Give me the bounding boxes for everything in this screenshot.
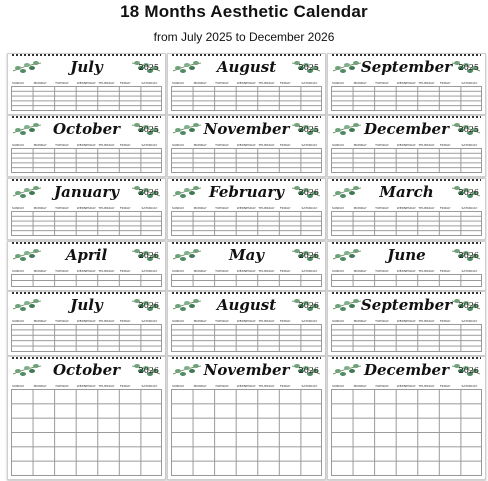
date-grid [171,274,322,287]
month-name: October [52,120,121,138]
date-grid [171,324,322,352]
weekday-label: SUNDAY [332,384,345,388]
year-label: 2025 [298,125,319,134]
calendar-card-november-2025 [167,115,326,177]
month-name: April [65,246,108,264]
date-grid [331,274,482,287]
weekday-label: THURSDAY [258,143,275,147]
spiral-binding [172,291,321,294]
calendar-card-december-2025 [327,115,486,177]
calendar-header [168,119,325,141]
weekday-label: FRIDAY [119,319,131,323]
weekday-label: FRIDAY [439,143,451,147]
year-label: 2025 [138,125,159,134]
weekday-label: FRIDAY [119,81,131,85]
date-grid [11,148,162,173]
weekday-label: SUNDAY [172,319,185,323]
spiral-binding [12,53,161,56]
weekday-label: SUNDAY [172,206,185,210]
weekday-label: MONDAY [33,143,47,147]
weekday-label: WEDNESDAY [396,143,416,147]
date-grid [331,389,482,476]
month-name: August [216,58,277,76]
weekday-label: WEDNESDAY [396,384,416,388]
weekday-label: FRIDAY [119,206,131,210]
weekday-label: SUNDAY [332,319,345,323]
calendar-header [328,360,485,382]
weekday-label: THURSDAY [98,81,115,85]
weekday-label: MONDAY [33,384,47,388]
calendar-card-september-2025 [327,53,486,115]
weekday-label: TUESDAY [55,319,69,323]
weekday-label: THURSDAY [98,206,115,210]
weekday-label: SUNDAY [172,269,185,273]
spiral-binding [172,356,321,359]
calendar-card-march-2026 [327,178,486,240]
year-label: 2026 [298,188,319,197]
calendar-header [8,119,165,141]
weekday-label: THURSDAY [98,319,115,323]
weekday-label: SATURDAY [301,81,318,85]
month-name: October [52,361,121,379]
weekday-label: THURSDAY [258,81,275,85]
weekday-label: TUESDAY [375,319,389,323]
weekday-label: TUESDAY [55,269,69,273]
spiral-binding [332,53,481,56]
date-grid [171,86,322,111]
year-label: 2025 [298,63,319,72]
month-name: December [363,361,450,379]
weekday-label: SUNDAY [12,143,25,147]
month-name: February [208,183,284,201]
weekday-label: THURSDAY [258,384,275,388]
month-name: September [360,58,453,76]
spiral-binding [12,115,161,118]
weekday-label: MONDAY [193,143,207,147]
weekday-label: SATURDAY [141,81,158,85]
weekday-label: THURSDAY [418,143,435,147]
weekday-label: THURSDAY [258,269,275,273]
weekday-label: TUESDAY [215,81,229,85]
weekday-label: TUESDAY [375,81,389,85]
date-grid [11,211,162,236]
weekday-label: FRIDAY [279,384,291,388]
weekday-label: WEDNESDAY [236,206,256,210]
page-subtitle: from July 2025 to December 2026 [153,30,335,44]
month-name: December [363,120,450,138]
weekday-label: SUNDAY [332,269,345,273]
date-grid [11,86,162,111]
calendar-header [328,295,485,317]
month-name: May [228,246,265,264]
calendar-header [8,360,165,382]
weekday-label: SATURDAY [141,206,158,210]
date-grid [11,274,162,287]
weekday-label: FRIDAY [279,319,291,323]
calendar-card-october-2026 [7,356,166,480]
weekday-label: FRIDAY [279,143,291,147]
spiral-binding [332,291,481,294]
calendar-header [168,360,325,382]
weekday-label: MONDAY [193,319,207,323]
weekday-label: FRIDAY [119,384,131,388]
weekday-label: SATURDAY [301,384,318,388]
calendar-card-december-2026 [327,356,486,480]
spiral-binding [332,356,481,359]
weekday-label: WEDNESDAY [236,384,256,388]
year-label: 2025 [458,63,479,72]
weekday-label: WEDNESDAY [76,143,96,147]
weekday-label: TUESDAY [55,206,69,210]
weekday-label: SATURDAY [301,319,318,323]
weekday-label: FRIDAY [439,269,451,273]
weekday-label: WEDNESDAY [76,384,96,388]
weekday-label: MONDAY [33,81,47,85]
year-label: 2025 [138,63,159,72]
calendar-header [8,245,165,267]
weekday-label: WEDNESDAY [76,319,96,323]
month-name: November [203,120,290,138]
spiral-binding [12,241,161,244]
weekday-label: MONDAY [353,319,367,323]
calendar-header [168,295,325,317]
date-grid [331,148,482,173]
calendar-card-february-2026 [167,178,326,240]
weekday-label: WEDNESDAY [76,206,96,210]
year-label: 2026 [458,301,479,310]
calendar-header [328,57,485,79]
month-name: March [379,183,434,201]
weekday-label: SATURDAY [461,384,478,388]
weekday-label: FRIDAY [279,206,291,210]
calendar-header [168,182,325,204]
spiral-binding [12,356,161,359]
weekday-label: THURSDAY [418,319,435,323]
weekday-label: SATURDAY [461,319,478,323]
year-label: 2026 [298,251,319,260]
weekday-label: WEDNESDAY [396,269,416,273]
weekday-label: SUNDAY [332,143,345,147]
weekday-label: SATURDAY [141,269,158,273]
weekday-label: MONDAY [193,384,207,388]
calendar-header [328,119,485,141]
month-name: September [360,296,453,314]
month-name: July [70,296,103,314]
weekday-label: SATURDAY [461,206,478,210]
weekday-label: THURSDAY [98,269,115,273]
date-grid [171,211,322,236]
weekday-label: TUESDAY [55,143,69,147]
calendar-header [8,295,165,317]
weekday-label: TUESDAY [55,384,69,388]
weekday-label: SATURDAY [461,269,478,273]
year-label: 2026 [458,251,479,260]
weekday-label: TUESDAY [215,384,229,388]
spiral-binding [332,178,481,181]
weekday-label: SUNDAY [12,206,25,210]
weekday-label: THURSDAY [418,81,435,85]
weekday-label: TUESDAY [215,319,229,323]
date-grid [11,389,162,476]
month-name: July [70,58,103,76]
date-grid [11,324,162,352]
weekday-label: SUNDAY [12,319,25,323]
year-label: 2026 [458,188,479,197]
weekday-label: MONDAY [33,206,47,210]
weekday-label: SUNDAY [12,269,25,273]
weekday-label: FRIDAY [119,269,131,273]
date-grid [331,211,482,236]
weekday-label: MONDAY [353,269,367,273]
spiral-binding [172,115,321,118]
weekday-label: SATURDAY [301,269,318,273]
weekday-label: FRIDAY [439,81,451,85]
weekday-label: SUNDAY [172,81,185,85]
weekday-label: TUESDAY [375,206,389,210]
spiral-binding [172,53,321,56]
weekday-label: SATURDAY [141,143,158,147]
weekday-label: THURSDAY [418,384,435,388]
spiral-binding [172,241,321,244]
spiral-binding [12,291,161,294]
weekday-label: FRIDAY [279,81,291,85]
spiral-binding [172,178,321,181]
month-name: November [203,361,290,379]
calendar-header [8,57,165,79]
year-label: 2026 [138,251,159,260]
calendar-card-august-2026 [167,291,326,356]
weekday-label: TUESDAY [215,206,229,210]
calendar-card-november-2026 [167,356,326,480]
weekday-label: WEDNESDAY [396,81,416,85]
weekday-label: MONDAY [193,206,207,210]
date-grid [171,148,322,173]
calendar-header [328,182,485,204]
weekday-label: FRIDAY [439,206,451,210]
month-name: August [216,296,277,314]
year-label: 2026 [298,301,319,310]
spiral-binding [332,241,481,244]
calendar-card-january-2026 [7,178,166,240]
calendar-collage [7,53,485,478]
weekday-label: WEDNESDAY [236,319,256,323]
weekday-label: TUESDAY [55,81,69,85]
calendar-header [328,245,485,267]
date-grid [331,324,482,352]
weekday-label: MONDAY [193,269,207,273]
calendar-card-may-2026 [167,241,326,291]
weekday-label: THURSDAY [98,384,115,388]
weekday-label: SATURDAY [461,143,478,147]
weekday-label: TUESDAY [375,269,389,273]
weekday-label: SUNDAY [332,206,345,210]
date-grid [171,389,322,476]
weekday-label: SATURDAY [141,384,158,388]
spiral-binding [332,115,481,118]
weekday-label: WEDNESDAY [396,319,416,323]
weekday-label: TUESDAY [215,143,229,147]
calendar-card-june-2026 [327,241,486,291]
weekday-label: WEDNESDAY [236,143,256,147]
weekday-label: SUNDAY [172,384,185,388]
weekday-label: SATURDAY [301,143,318,147]
calendar-header [8,182,165,204]
weekday-label: MONDAY [353,384,367,388]
weekday-label: FRIDAY [439,319,451,323]
weekday-label: TUESDAY [375,384,389,388]
year-label: 2026 [138,366,159,375]
weekday-label: MONDAY [353,206,367,210]
weekday-label: THURSDAY [418,206,435,210]
weekday-label: SATURDAY [301,206,318,210]
weekday-label: MONDAY [353,81,367,85]
date-grid [331,86,482,111]
weekday-label: FRIDAY [119,143,131,147]
page-title: 18 Months Aesthetic Calendar [120,2,368,21]
weekday-label: SATURDAY [461,81,478,85]
year-label: 2026 [458,366,479,375]
calendar-card-july-2025 [7,53,166,115]
calendar-header [168,245,325,267]
weekday-label: FRIDAY [279,269,291,273]
spiral-binding [12,178,161,181]
weekday-label: THURSDAY [98,143,115,147]
weekday-label: TUESDAY [375,143,389,147]
weekday-label: MONDAY [353,143,367,147]
calendar-card-july-2026 [7,291,166,356]
weekday-label: TUESDAY [215,269,229,273]
calendar-card-april-2026 [7,241,166,291]
year-label: 2025 [458,125,479,134]
year-label: 2026 [138,188,159,197]
weekday-label: SUNDAY [332,81,345,85]
weekday-label: SATURDAY [141,319,158,323]
weekday-label: SUNDAY [172,143,185,147]
weekday-label: SUNDAY [12,384,25,388]
weekday-label: WEDNESDAY [236,269,256,273]
year-label: 2026 [298,366,319,375]
weekday-label: MONDAY [33,319,47,323]
year-label: 2026 [138,301,159,310]
weekday-label: MONDAY [193,81,207,85]
weekday-label: SUNDAY [12,81,25,85]
weekday-label: WEDNESDAY [76,81,96,85]
month-name: January [54,183,119,201]
weekday-label: THURSDAY [418,269,435,273]
weekday-label: FRIDAY [439,384,451,388]
weekday-label: THURSDAY [258,319,275,323]
month-name: June [387,246,426,264]
weekday-label: WEDNESDAY [236,81,256,85]
weekday-label: THURSDAY [258,206,275,210]
calendar-card-october-2025 [7,115,166,177]
calendar-header [168,57,325,79]
calendar-card-august-2025 [167,53,326,115]
weekday-label: WEDNESDAY [396,206,416,210]
calendar-card-september-2026 [327,291,486,356]
weekday-label: MONDAY [33,269,47,273]
weekday-label: WEDNESDAY [76,269,96,273]
